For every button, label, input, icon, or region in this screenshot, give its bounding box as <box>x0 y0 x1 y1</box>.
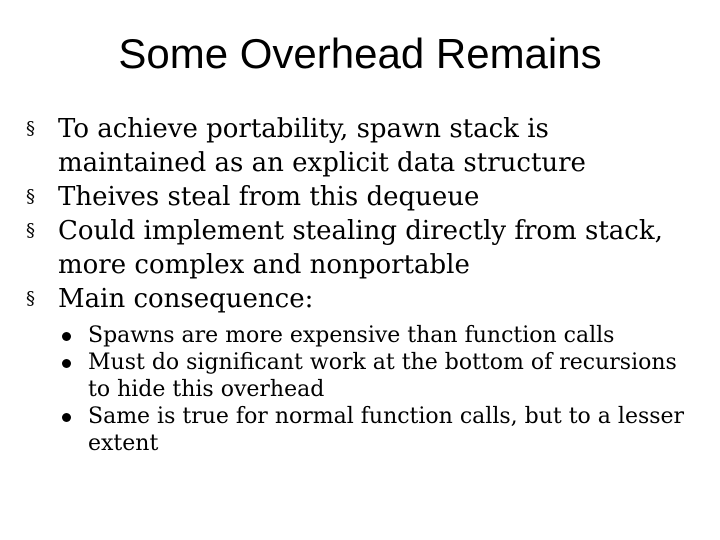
bullet-text: Theives steal from this dequeue <box>58 182 480 212</box>
section-bullet-icon: § <box>26 288 35 309</box>
bullet-list <box>0 112 720 457</box>
bullet-text: Main consequence: <box>58 284 314 314</box>
sub-bullet-list <box>58 322 690 457</box>
sub-bullet-item <box>60 349 690 403</box>
bullet-item <box>0 112 720 180</box>
bullet-text: To achieve portability, spawn stack is maintained as an explicit data structure <box>58 114 586 178</box>
bullet-item <box>0 180 720 214</box>
section-bullet-icon: § <box>26 220 35 241</box>
round-bullet-icon <box>62 413 71 422</box>
slide-title: Some Overhead Remains <box>118 30 602 77</box>
round-bullet-icon <box>62 359 71 368</box>
bullet-text: Could implement stealing directly from stack, more complex and nonportable <box>58 216 663 280</box>
sub-bullet-text: Must do significant work at the bottom of recursions to hide this overhead <box>88 350 677 402</box>
bullet-item <box>0 214 720 282</box>
sub-bullet-text: Spawns are more expensive than function calls <box>88 323 615 348</box>
sub-bullet-item <box>60 322 690 349</box>
bullet-item <box>0 282 720 457</box>
sub-bullet-item <box>60 403 690 457</box>
round-bullet-icon <box>62 332 71 341</box>
section-bullet-icon: § <box>26 186 35 207</box>
section-bullet-icon: § <box>26 118 35 139</box>
sub-bullet-text: Same is true for normal function calls, but to a lesser extent <box>88 404 685 456</box>
